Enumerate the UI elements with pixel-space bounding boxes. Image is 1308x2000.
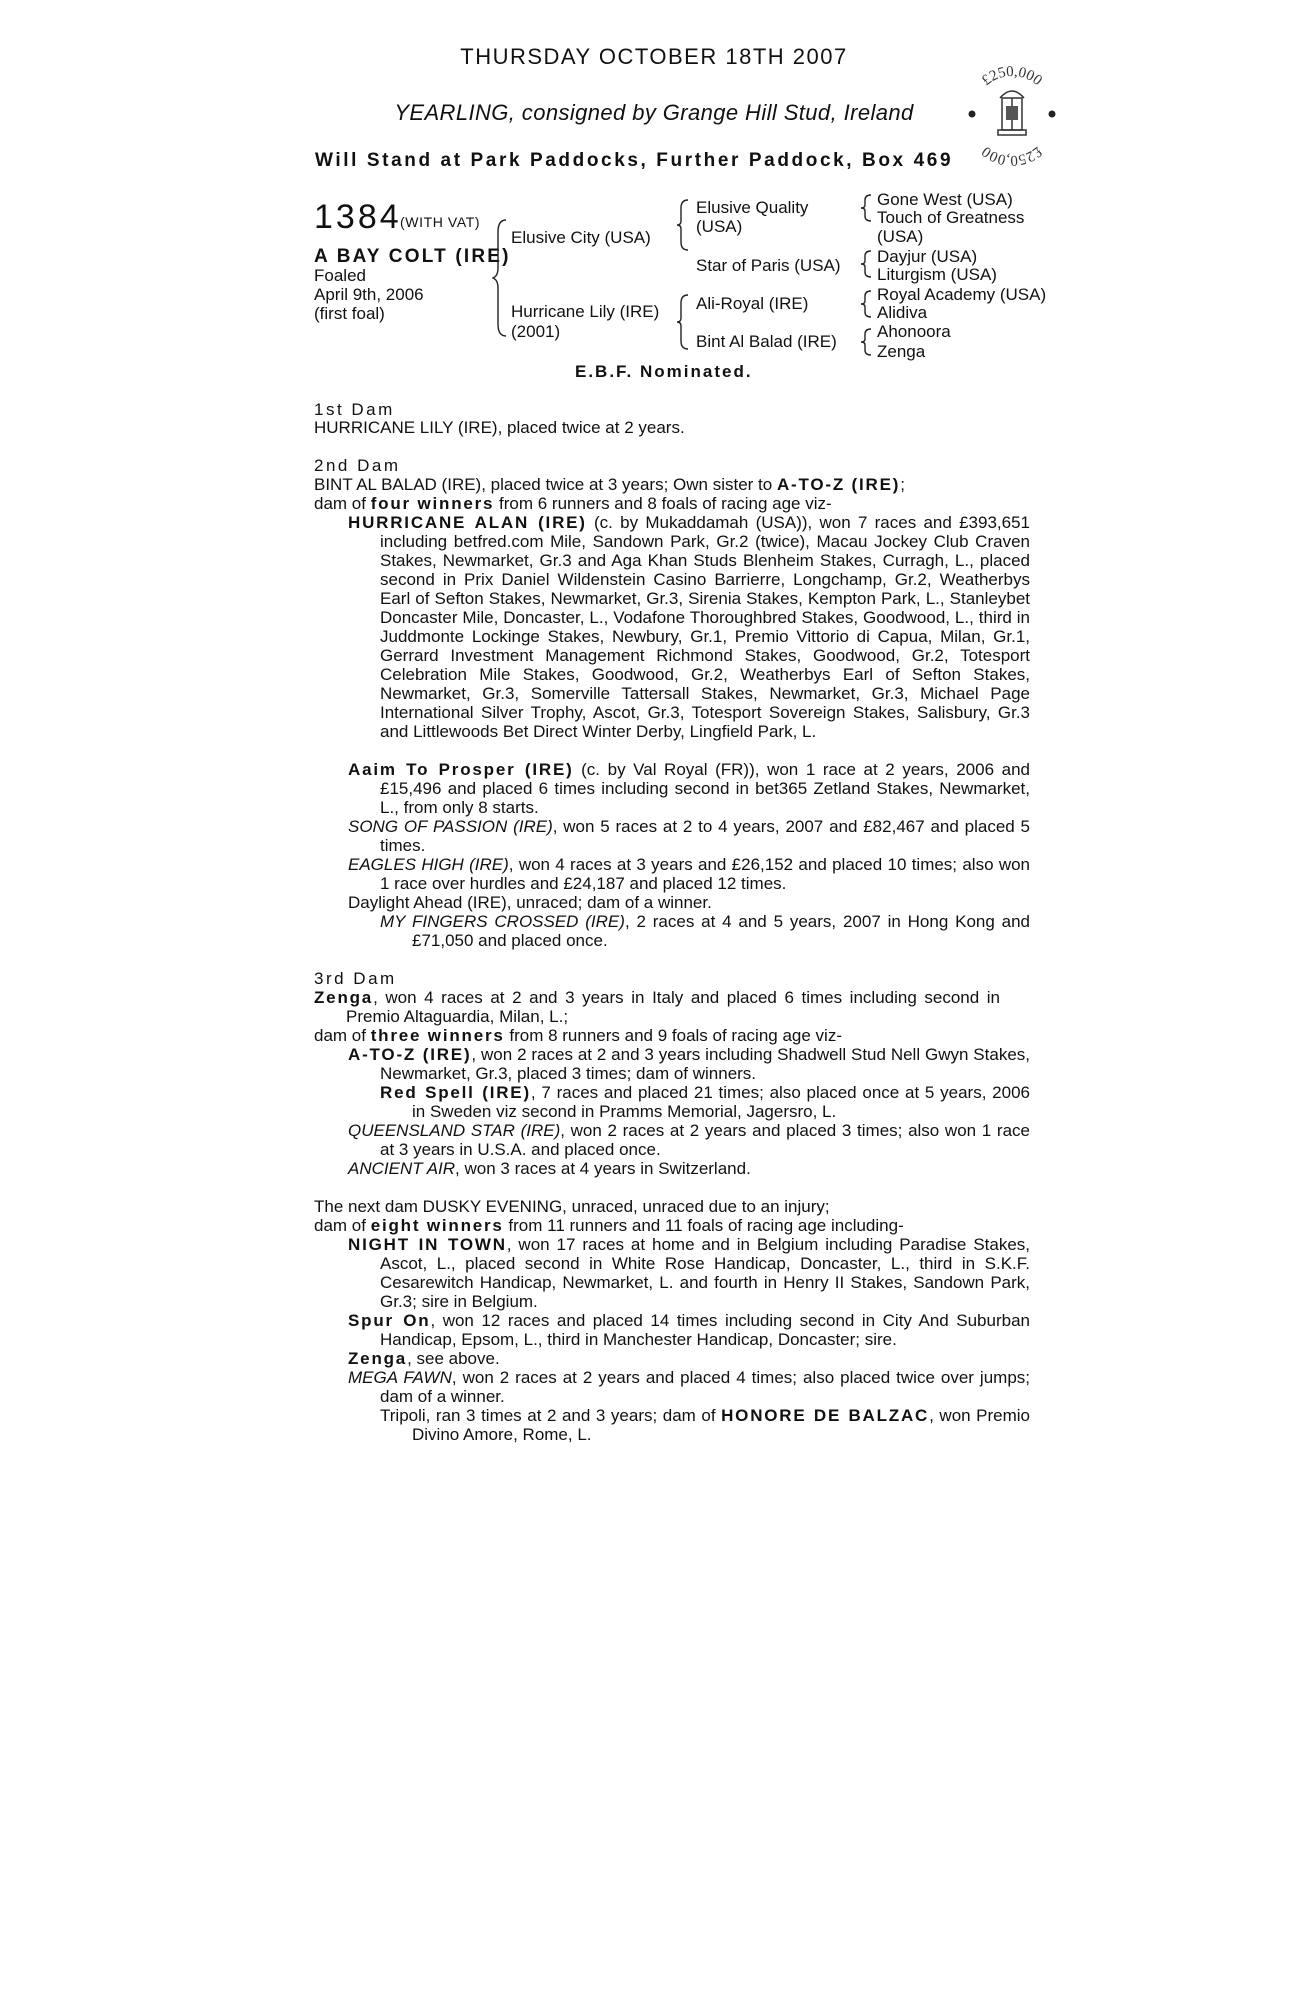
pedigree-dam-sire: Ali-Royal (IRE) [696, 294, 809, 313]
pedigree-ssd: Touch of Greatness [877, 208, 1025, 227]
pedigree-sire-sire: Elusive Quality [696, 198, 809, 217]
pedigree-brace-dd [860, 328, 874, 356]
produce-my-fingers-crossed: MY FINGERS CROSSED (IRE), 2 races at 4 and 5 years, 2007 in Hong Kong and £71,050 and placed once. [380, 912, 1030, 950]
produce-aaim-to-prosper: Aaim To Prosper (IRE) (c. by Val Royal (FR)), won 1 race at 2 years, 2006 and £15,496 and placed 6 times including second in bet365 Zetland Stakes, Newmarket, L., from only 8 starts. [348, 760, 1030, 817]
pedigree-brace-ss [860, 194, 874, 222]
pedigree-ssd-country: (USA) [877, 227, 924, 246]
third-dam-intro: Zenga, won 4 races at 2 and 3 years in Italy and placed 6 times including second in Premio Altaguardia, Milan, L.; [314, 988, 1000, 1026]
pedigree-sds: Dayjur (USA) [877, 247, 978, 266]
pedigree-dam-year: (2001) [511, 322, 561, 341]
pedigree-sire: Elusive City (USA) [511, 228, 651, 247]
pedigree-dam-dam: Bint Al Balad (IRE) [696, 332, 837, 351]
pedigree-ddd: Zenga [877, 342, 926, 361]
ebf-nomination: E.B.F. Nominated. [575, 362, 753, 381]
produce-daylight-ahead: Daylight Ahead (IRE), unraced; dam of a winner. [348, 893, 712, 912]
produce-a-to-z: A-TO-Z (IRE), won 2 races at 2 and 3 years including Shadwell Stud Nell Gwyn Stakes, Newmarket, Gr.3, placed 3 times; dam of winners. [348, 1045, 1030, 1083]
pedigree-sss: Gone West (USA) [877, 190, 1013, 209]
produce-ancient-air: ANCIENT AIR, won 3 races at 4 years in Switzerland. [348, 1159, 751, 1178]
svg-text:£250,000 [979, 143, 1045, 166]
pedigree-dss: Royal Academy (USA) [877, 285, 1047, 304]
foaled-note: (first foal) [314, 304, 385, 323]
produce-red-spell: Red Spell (IRE), 7 races and placed 21 times; also placed once at 5 years, 2006 in Sweden viz second in Pramms Memorial, Jagersro, L. [380, 1083, 1030, 1121]
seal-text-bottom: £250,000 [979, 142, 1045, 166]
third-dam-intro-2: dam of three winners from 8 runners and 9 foals of racing age viz- [314, 1026, 842, 1045]
pedigree-sire-sire-country: (USA) [696, 217, 743, 236]
pedigree-brace-ds [860, 290, 874, 318]
pedigree-sdd: Liturgism (USA) [877, 265, 997, 284]
second-dam-intro-2: dam of four winners from 6 runners and 8 foals of racing age viz- [314, 494, 832, 513]
consignor-line: YEARLING, consigned by Grange Hill Stud, Ireland [394, 100, 914, 125]
second-dam-title: 2nd Dam [314, 456, 401, 475]
produce-song-of-passion: SONG OF PASSION (IRE), won 5 races at 2 to 4 years, 2007 and £82,467 and placed 5 times. [348, 817, 1030, 855]
produce-spur-on: Spur On, won 12 races and placed 14 times including second in City And Suburban Handicap, Epsom, L., third in Manchester Handicap, Doncaster; sire. [348, 1311, 1030, 1349]
pedigree-brace-sd [860, 250, 874, 278]
lot-number: 1384 [314, 198, 402, 236]
svg-text:£250,000 [979, 64, 1045, 89]
pedigree-brace-sire [676, 198, 692, 252]
pedigree-brace-main [492, 218, 512, 338]
first-dam-title: 1st Dam [314, 400, 395, 419]
third-dam-title: 3rd Dam [314, 969, 397, 988]
pedigree-dsd: Alidiva [877, 303, 928, 322]
horse-name: A BAY COLT (IRE) [314, 246, 511, 267]
seal-text-top: £250,000 [979, 63, 1045, 90]
pedigree-dds: Ahonoora [877, 322, 951, 341]
stand-location: Will Stand at Park Paddocks, Further Paddock, Box 469 [315, 150, 954, 171]
foaled-date: April 9th, 2006 [314, 285, 424, 304]
produce-queensland-star: QUEENSLAND STAR (IRE), won 2 races at 2 years and placed 3 times; also won 1 race at 3 years in U.S.A. and placed once. [348, 1121, 1030, 1159]
price-seal-icon [960, 62, 1064, 166]
second-dam-intro: BINT AL BALAD (IRE), placed twice at 3 years; Own sister to A-TO-Z (IRE); [314, 475, 905, 494]
produce-mega-fawn: MEGA FAWN, won 2 races at 2 years and placed 4 times; also placed twice over jumps; dam of a winner. [348, 1368, 1031, 1406]
next-dam-intro: The next dam DUSKY EVENING, unraced, unraced due to an injury; [314, 1197, 830, 1216]
next-dam-intro-2: dam of eight winners from 11 runners and 11 foals of racing age including- [314, 1216, 904, 1235]
pedigree-brace-dam [676, 293, 692, 351]
produce-night-in-town: NIGHT IN TOWN, won 17 races at home and in Belgium including Paradise Stakes, Ascot, L., placed second in White Rose Handicap, Doncaster, L., third in S.K.F. Cesarewitch Handicap, Newmarket, L. and fourth in Henry II Stakes, Sandown Park, Gr.3; sire in Belgium. [348, 1235, 1031, 1311]
foaled-label: Foaled [314, 266, 366, 285]
pedigree-dam: Hurricane Lily (IRE) [511, 302, 660, 321]
sale-date: THURSDAY OCTOBER 18TH 2007 [460, 44, 848, 69]
produce-hurricane-alan: HURRICANE ALAN (IRE) (c. by Mukaddamah (USA)), won 7 races and £393,651 including betfred.com Mile, Sandown Park, Gr.2 (twice), Macau Jockey Club Craven Stakes, Newmarket, Gr.3 and Aga Khan Studs Blenheim Stakes, Curragh, L., placed second in Prix Daniel Wildenstein Casino Barrierre, Longchamp, Gr.2, Weatherbys Earl of Sefton Stakes, Newmarket, Gr.3, Sirenia Stakes, Kempton Park, L., Stanleybet Doncaster Mile, Doncaster, L., Vodafone Thoroughbred Stakes, Goodwood, L., third in Juddmonte Lockinge Stakes, Newbury, Gr.1, Premio Vittorio di Capua, Milan, Gr.1, Gerrard Investment Management Richmond Stakes, Goodwood, Gr.2, Totesport Celebration Mile Stakes, Goodwood, Gr.2, Weatherbys Earl of Sefton Stakes, Newmarket, Gr.3, Somerville Tattersall Stakes, Newmarket, Gr.3, Michael Page International Silver Trophy, Ascot, Gr.3, Totesport Sovereign Stakes, Salisbury, Gr.3 and Littlewoods Bet Direct Winter Derby, Lingfield Park, L. [348, 513, 1030, 741]
produce-zenga: Zenga, see above. [348, 1349, 500, 1368]
produce-eagles-high: EAGLES HIGH (IRE), won 4 races at 3 years and £26,152 and placed 10 times; also won 1 race over hurdles and £24,187 and placed 12 times. [348, 855, 1031, 893]
vat-note: (WITH VAT) [400, 214, 481, 230]
pedigree-sire-dam: Star of Paris (USA) [696, 256, 841, 275]
first-dam-text: HURRICANE LILY (IRE), placed twice at 2 years. [314, 418, 685, 437]
produce-tripoli: Tripoli, ran 3 times at 2 and 3 years; dam of HONORE DE BALZAC, won Premio Divino Amore, Rome, L. [380, 1406, 1031, 1444]
